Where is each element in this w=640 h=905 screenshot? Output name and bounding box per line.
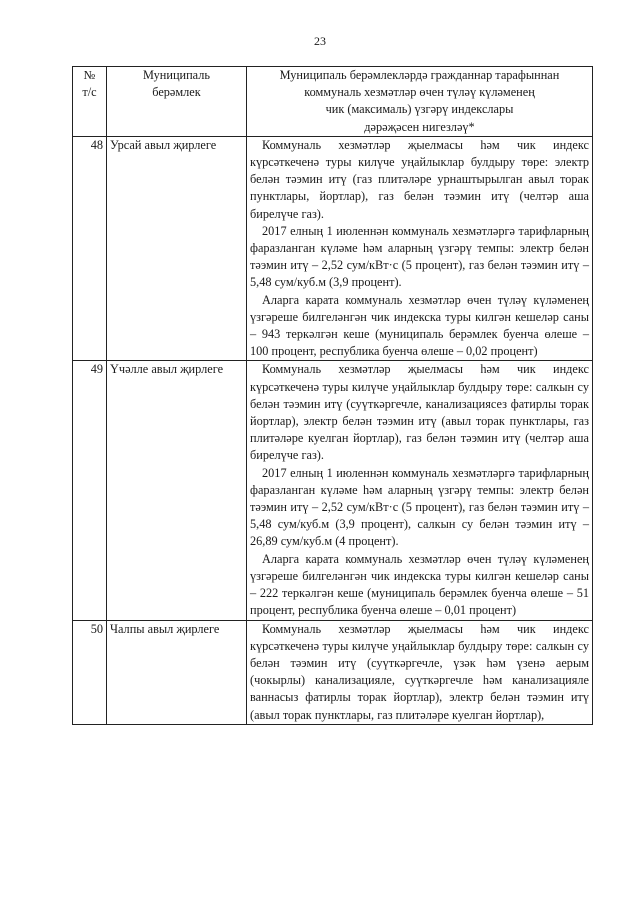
table-header-row xyxy=(73,67,593,137)
page-number: 23 xyxy=(314,34,326,48)
header-index-justification xyxy=(247,67,593,137)
justification-paragraph: Аларга карата коммуналь хезмәтләр өчен түләү күләменең үзгәреше билгеләнгән чик индекска туры килгән кешеләр саны – 222 теркәлгән кеше (муниципаль берәмлек буенча өлеше – 51 процент, республика буенча өлеше – 0,01 процент) xyxy=(250,551,589,618)
table-row xyxy=(73,361,593,620)
header-text: берәмлек xyxy=(152,85,201,100)
justification-paragraph: Аларга карата коммуналь хезмәтләр өчен түләү күләменең үзгәреше билгеләнгән чик индекска туры килгән кешеләр саны – 943 теркәлгән кеше (муниципаль берәмлек буенча өлеше – 100 процент, республика буенча өлеше – 0,02 процент) xyxy=(250,292,589,359)
header-municipality xyxy=(107,67,247,137)
header-text: чик (максималь) үзгәрү индекслары xyxy=(325,102,514,117)
table-row xyxy=(73,620,593,724)
header-text: Муниципаль xyxy=(143,68,210,82)
justification-paragraph: 2017 елның 1 июленнән коммуналь хезмәтләргә тарифларның фаразланган күләме һәм аларның үзгәрү темпы: электр белән тәэмин итү – 2,52 сум/кВт·с (5 процент), газ белән тәэмин итү – 5,48 сум/куб.м (3,9 процент), салкын су белән тәэмин итү – 26,89 сум/куб.м (4 процент). xyxy=(250,465,589,549)
header-text: коммуналь хезмәтләр өчен түләү күләменең xyxy=(304,85,535,100)
municipality-name: Чалпы авыл җирлеге xyxy=(107,620,247,724)
municipality-name: Урсай авыл җирлеге xyxy=(107,136,247,361)
table-row xyxy=(73,136,593,361)
justification-cell xyxy=(247,361,593,620)
justification-paragraph: Коммуналь хезмәтләр җыелмасы һәм чик индекс күрсәткеченә туры килүче уңайлыклар булдыру төре: салкын су белән тәэмин итү (суүткәргечле, канализациясез фатирлы торак йортлар), электр белән тәэмин итү (авыл торак пунктлары, газ плитәләре куелган йортлар), газ белән тәэмин итү (челтәр аша бирелүче газ). xyxy=(250,362,589,463)
justification-paragraph: Коммуналь хезмәтләр җыелмасы һәм чик индекс күрсәткеченә туры килүче уңайлыклар булдыру төре: электр белән тәэмин итү (газ плитәләре урнаштырылган авыл торак пунктлары, йортлар), газ белән тәэмин итү (челтәр аша бирелүче газ). xyxy=(250,137,589,221)
index-table xyxy=(72,66,593,725)
row-number: 49 xyxy=(73,361,107,620)
justification-paragraph: 2017 елның 1 июленнән коммуналь хезмәтләргә тарифларның фаразланган күләме һәм аларның үзгәрү темпы: электр белән тәэмин итү – 2,52 сум/кВт·с (5 процент), газ белән тәэмин итү – 5,48 сум/куб.м (3,9 процент). xyxy=(250,223,589,290)
header-text: № xyxy=(83,68,96,82)
row-number: 50 xyxy=(73,620,107,724)
header-text: Муниципаль берәмлекләрдә гражданнар тарафыннан xyxy=(279,68,560,82)
municipality-name: Үчәлле авыл җирлеге xyxy=(107,361,247,620)
header-number xyxy=(73,67,107,137)
row-number: 48 xyxy=(73,136,107,361)
header-text: т/с xyxy=(82,85,97,100)
justification-paragraph: Коммуналь хезмәтләр җыелмасы һәм чик индекс күрсәткеченә туры килүче уңайлыклар булдыру төре: салкын су белән тәэмин итү (суүткәргечле, үзәк һәм үзенә аерым (чокырлы) канализацияле, суүткәргечле һәм канализацияле ваннасыз фатирлы торак йортлар), электр белән тәэмин итү (авыл торак пунктлары, газ плитәләре куелган йортлар), xyxy=(250,621,589,722)
header-text: дәрәҗәсен нигезләү* xyxy=(364,119,475,134)
justification-cell xyxy=(247,620,593,724)
justification-cell xyxy=(247,136,593,361)
